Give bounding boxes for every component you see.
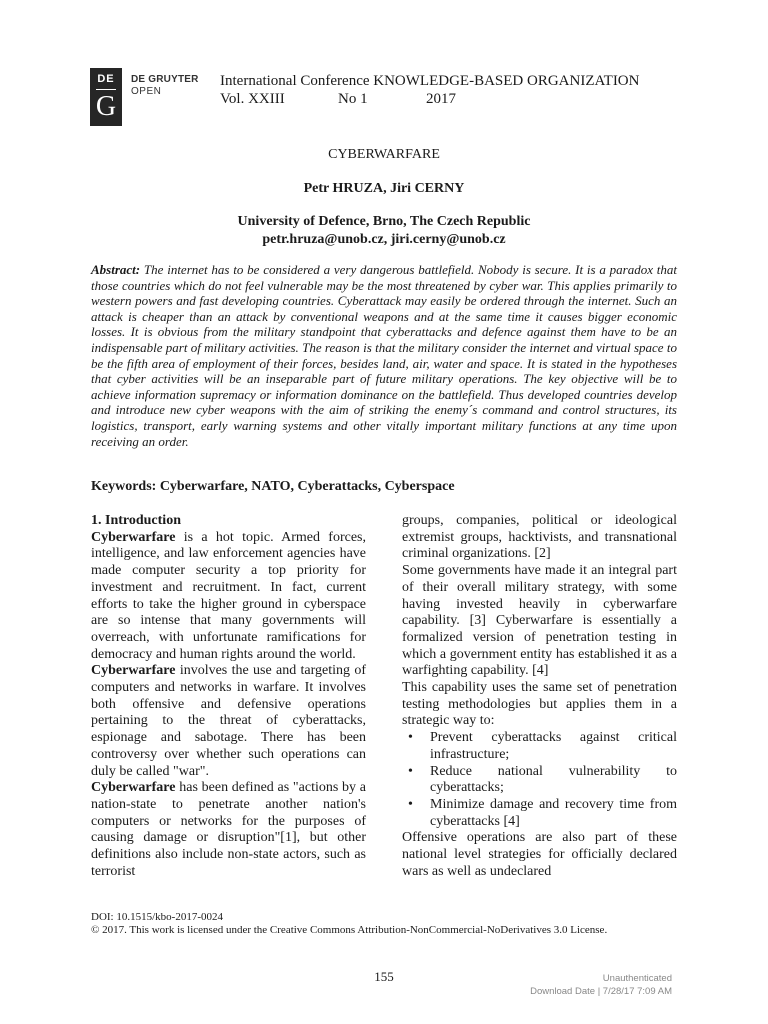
paragraph: [91, 530, 366, 664]
bullet-icon: •: [408, 763, 413, 779]
license-text: © 2017. This work is licensed under the Creative Commons Attribution-NonCommercial-NoDerivatives 3.0 License.: [91, 924, 608, 936]
doi: DOI: 10.1515/kbo-2017-0024: [91, 911, 223, 923]
footnote: [91, 911, 607, 937]
list-item-text: Prevent cyberattacks against critical infrastructure;: [430, 730, 677, 762]
bullet-icon: •: [408, 796, 413, 812]
paragraph: Some governments have made it an integral part of their overall military strategy, with some having invested heavily in cyberwarfare capability. [3] Cyberwarfare is essentially a formalized version of penetration testing in which a government entity has established it as a warfighting capability. [4]: [402, 563, 677, 679]
term: Cyberwarfare: [91, 663, 176, 679]
list-item: [402, 764, 677, 797]
stamp-date: Download Date | 7/28/17 7:09 AM: [530, 986, 672, 997]
conference-title: International Conference KNOWLEDGE-BASED ORGANIZATION: [220, 73, 640, 89]
list-item-text: Reduce national vulnerability to cyberattacks;: [430, 763, 677, 796]
left-column: [91, 513, 366, 880]
year: 2017: [426, 91, 456, 107]
paragraph: [91, 663, 366, 780]
paragraph: [91, 780, 366, 880]
logo-rule: [96, 89, 116, 90]
publisher-logo: [90, 68, 202, 126]
paper-affiliation: University of Defence, Brno, The Czech Republic: [237, 214, 531, 229]
paragraph-text: involves the use and targeting of computers and networks in warfare. It involves both offensive and defensive operations pertaining to the threat of cyberattacks, espionage and sabotage. There has been controversy over whether such operations can duly be called "war".: [91, 663, 366, 779]
bullet-list: [402, 730, 677, 830]
keywords: Keywords: Cyberwarfare, NATO, Cyberattacks, Cyberspace: [91, 479, 455, 494]
term: Cyberwarfare: [91, 780, 176, 796]
paragraph: Offensive operations are also part of these national level strategies for officially declared wars as well as undeclared: [402, 830, 677, 879]
list-item: [402, 730, 677, 763]
paper-title: CYBERWARFARE: [328, 147, 440, 162]
paper-emails: petr.hruza@unob.cz, jiri.cerny@unob.cz: [262, 232, 506, 247]
abstract: [91, 262, 677, 449]
paragraph: This capability uses the same set of penetration testing methodologies but applies them in a strategic way to:: [402, 680, 677, 729]
abstract-label: Abstract:: [91, 262, 141, 277]
bullet-icon: •: [408, 730, 413, 746]
paper-authors: Petr HRUZA, Jiri CERNY: [303, 181, 465, 196]
list-item-text: Minimize damage and recovery time from cyberattacks [4]: [430, 796, 677, 829]
page-number: 155: [374, 969, 394, 984]
download-stamp: [530, 972, 672, 998]
right-column: [402, 513, 677, 880]
section-heading: 1. Introduction: [91, 513, 181, 528]
conference-header: [220, 72, 639, 108]
paragraph: groups, companies, political or ideological extremist groups, hacktivists, and transnational criminal organizations. [2]: [402, 513, 677, 562]
volume: Vol. XXIII: [220, 91, 285, 107]
volume-line: [220, 90, 639, 108]
publisher-logo-mark: [90, 68, 122, 126]
paragraph-text: has been defined as "actions by a nation-state to penetrate another nation's computers or networks for the purposes of causing damage or disruption"[1], but other definitions also include non-state actors, such as terrorist: [91, 780, 366, 879]
abstract-text: The internet has to be considered a very dangerous battlefield. Nobody is secure. It is a paradox that those countries which do not feel vulnerable may be the most threatened by cyber war. This applies primarily to western powers and fast developing countries. Cyberattack may easily be ordered through the internet. Such an attack is cheaper than an attack by conventional weapons and at the same time it causes bigger economic losses. It is obvious from the military standpoint that cyberattacks and defence against them have to be an indispensable part of military activities. The reason is that the military consider the internet and virtual space to be the fifth area of employment of their forces, besides land, air, water and space. It is stated in the hypotheses that cyber activities will be an inseparable part of future military operations. The key objective will be to achieve information supremacy or information dominance on the battlefield. Thus developed countries develop and introduce new cyber weapons with the aim of striking the enemy´s command and control structures, its logistics, transport, early warning systems and other vitally important military functions at any time upon receiving an order.: [91, 262, 677, 449]
logo-de-text: DE: [97, 73, 115, 85]
publisher-name: DE GRUYTER: [131, 74, 199, 85]
publisher-sub: OPEN: [131, 86, 162, 97]
list-item: [402, 797, 677, 830]
issue-number: No 1: [338, 91, 368, 107]
term: Cyberwarfare: [91, 529, 176, 545]
paragraph-text: is a hot topic. Armed forces, intelligence, and law enforcement agencies have made computer security a top priority for investment and recruitment. In fact, current efforts to take the higher ground in cyberspace are so intense that many governments will overreach, with unfortunate ramifications for democracy and human rights around the world.: [91, 529, 366, 662]
stamp-status: Unauthenticated: [602, 973, 672, 984]
logo-g-text: G: [95, 91, 117, 122]
